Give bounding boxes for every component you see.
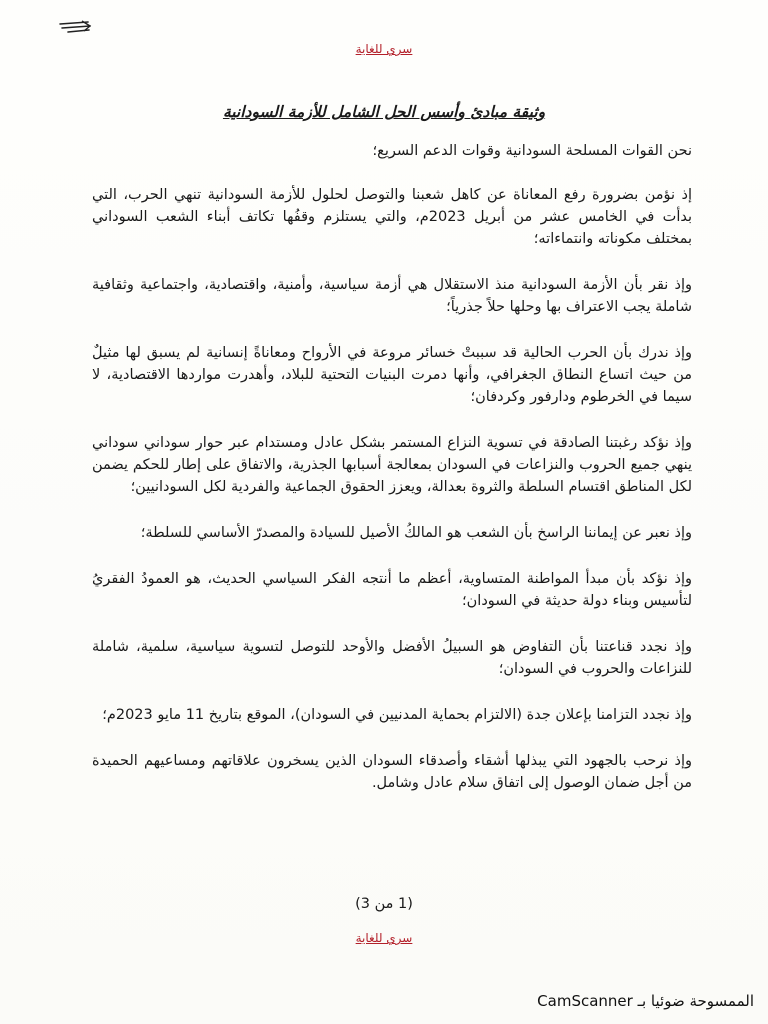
page-number: (1 من 3) [355,896,413,912]
document-title: وثيقة مبادئ وأسس الحل الشامل للأزمة السودانية [222,103,546,121]
paragraph: وإذ نجدد التزامنا بإعلان جدة (الالتزام بحماية المدنيين في السودان)، الموقع بتاريخ 11 مايو 2023م؛ [102,707,692,723]
classification-header: سري للغاية [355,42,413,56]
scanner-watermark: الممسوحة ضوئيا بـ CamScanner [537,992,754,1010]
paragraph: وإذ نؤكد رغبتنا الصادقة في تسوية النزاع المستمر بشكل عادل ومستدام عبر حوار سوداني سوداني ينهي جميع الحروب والنزاعات في السودان بمعالجة أسبابها الجذرية، والاتفاق على إطار للحكم يضمن لكل المناطق اقتسام السلطة والثروة بعدالة، ويعزز الحقوق الجماعية والفردية لكل السودانيين؛ [92,435,692,495]
paragraph: وإذ ندرك بأن الحرب الحالية قد سببتْ خسائر مروعة في الأرواح ومعاناةً إنسانية لم يسبق لها مثيلٌ من حيث اتساع النطاق الجغرافي، وأنها دمرت البنيات التحتية للبلاد، وأهدرت مواردها الاقتصادية، لا سيما في الخرطوم ودارفور وكردفان؛ [92,345,692,405]
document-body [92,140,692,818]
handwritten-mark-icon [58,18,92,38]
paragraph: وإذ نقر بأن الأزمة السودانية منذ الاستقلال هي أزمة سياسية، وأمنية، واقتصادية، واجتماعية وثقافية شاملة يجب الاعتراف بها وحلها حلاً جذرياً؛ [92,277,692,315]
paragraph: وإذ نؤكد بأن مبدأ المواطنة المتساوية، أعظم ما أنتجه الفكر السياسي الحديث، هو العمودُ الفقريُ لتأسيس وبناء دولة حديثة في السودان؛ [92,571,692,609]
paragraph: وإذ نرحب بالجهود التي يبذلها أشقاء وأصدقاء السودان الذين يسخرون علاقاتهم ومساعيهم الحميدة من أجل ضمان الوصول إلى اتفاق سلام عادل وشامل. [92,753,692,791]
paragraph-preamble: نحن القوات المسلحة السودانية وقوات الدعم السريع؛ [372,143,692,159]
paragraph: إذ نؤمن بضرورة رفع المعاناة عن كاهل شعبنا والتوصل لحلول للأزمة السودانية تنهي الحرب، التي بدأت في الخامس عشر من أبريل 2023م، والتي يستلزم وقفُها تكاتف أبناء الشعب السوداني بمختلف مكوناته وانتماءاته؛ [92,187,693,247]
paragraph: وإذ نجدد قناعتنا بأن التفاوض هو السبيلُ الأفضل والأوحد للتوصل لتسوية سياسية، سلمية، شاملة للنزاعات والحروب في السودان؛ [92,639,692,677]
paragraph: وإذ نعبر عن إيماننا الراسخ بأن الشعب هو المالكُ الأصيل للسيادة والمصدرّ الأساسي للسلطة؛ [140,525,692,541]
classification-footer: سري للغاية [355,931,413,945]
